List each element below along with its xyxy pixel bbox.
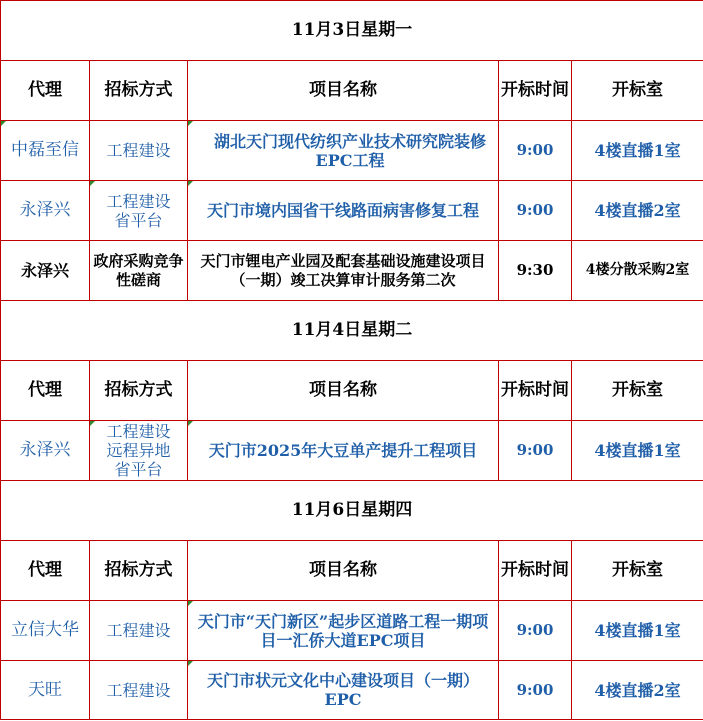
method-cell: 工程建设 [90,661,188,720]
header-method: 招标方式 [90,541,188,601]
project-cell: 天门市2025年大豆单产提升工程项目 [188,421,499,481]
table-row [1,181,703,241]
room-cell: 4楼分散采购2室 [572,241,703,301]
room-cell: 4楼直播2室 [572,661,703,720]
agent-cell: 立信大华 [1,601,90,661]
day-title-row [1,1,703,61]
method-cell: 工程建设 [90,601,188,661]
project-cell: 天门市“天门新区”起步区道路工程一期项目一汇侨大道EPC项目 [188,601,499,661]
method-cell: 政府采购竞争性磋商 [90,241,188,301]
agent-cell: 永泽兴 [1,421,90,481]
day-title: 11月4日星期二 [1,301,703,361]
header-agent: 代理 [1,541,90,601]
day-title: 11月6日星期四 [1,481,703,541]
header-row [1,361,703,421]
header-project: 项目名称 [188,61,499,121]
table-row [1,121,703,181]
day-title: 11月3日星期一 [1,1,703,61]
agent-cell: 天旺 [1,661,90,720]
project-cell: 湖北天门现代纺织产业技术研究院装修EPC工程 [188,121,499,181]
time-cell: 9:00 [499,121,572,181]
header-project: 项目名称 [188,541,499,601]
room-cell: 4楼直播1室 [572,421,703,481]
header-method: 招标方式 [90,61,188,121]
project-cell: 天门市境内国省干线路面病害修复工程 [188,181,499,241]
time-cell: 9:30 [499,241,572,301]
agent-cell: 中磊至信 [1,121,90,181]
header-room: 开标室 [572,541,703,601]
header-room: 开标室 [572,361,703,421]
room-cell: 4楼直播2室 [572,181,703,241]
header-agent: 代理 [1,361,90,421]
project-cell: 天门市状元文化中心建设项目（一期）EPC [188,661,499,720]
time-cell: 9:00 [499,601,572,661]
header-time: 开标时间 [499,61,572,121]
day-title-row [1,481,703,541]
header-time: 开标时间 [499,541,572,601]
room-cell: 4楼直播1室 [572,601,703,661]
time-cell: 9:00 [499,661,572,720]
agent-cell: 永泽兴 [1,241,90,301]
time-cell: 9:00 [499,181,572,241]
table-row [1,601,703,661]
header-agent: 代理 [1,61,90,121]
header-project: 项目名称 [188,361,499,421]
header-room: 开标室 [572,61,703,121]
table-row [1,661,703,720]
project-cell: 天门市锂电产业园及配套基础设施建设项目（一期）竣工决算审计服务第二次 [188,241,499,301]
room-cell: 4楼直播1室 [572,121,703,181]
day-title-row [1,301,703,361]
header-row [1,61,703,121]
header-time: 开标时间 [499,361,572,421]
agent-cell: 永泽兴 [1,181,90,241]
table-row [1,241,703,301]
method-cell: 工程建设 [90,121,188,181]
table-row [1,421,703,481]
header-method: 招标方式 [90,361,188,421]
method-cell: 工程建设远程异地省平台 [90,421,188,481]
method-cell: 工程建设省平台 [90,181,188,241]
header-row [1,541,703,601]
time-cell: 9:00 [499,421,572,481]
